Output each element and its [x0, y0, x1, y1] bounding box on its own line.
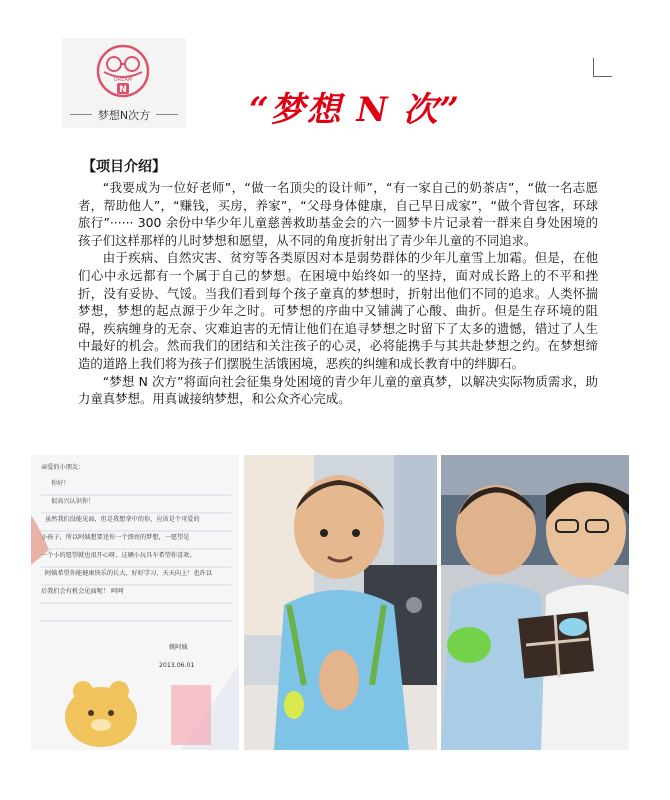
letter-greeting: 亲爱的小朋友：: [41, 464, 85, 471]
letter-line: 虽然我们没能见面，但是我想拿中的你，应该是个可爱的: [45, 516, 200, 523]
letter-date: 2013.06.01: [159, 662, 195, 669]
photo-boy: [244, 455, 437, 750]
section-heading: 【项目介绍】: [82, 159, 166, 175]
letter-line: 阿姨希望你能健康快乐的长大，好好学习，天天向上！也许以: [45, 570, 213, 577]
logo: [62, 38, 186, 128]
letter-signature: 姚阿姨: [169, 644, 188, 651]
letter-line: 你好！: [51, 480, 70, 487]
letter-line: 很高兴认识你！: [51, 498, 95, 505]
photo-letter: [31, 455, 239, 750]
paragraph-3: “梦想 N 次方”将面向社会征集身处困境的青少年儿童的童真梦，以解决实际物质需求，助力童真梦想。用真诚接纳梦想，和公众齐心完成。: [78, 373, 598, 407]
paragraph-2: 由于疾病、自然灾害、贫穷等各类原因对本是弱势群体的少年儿童雪上加霜。但是，在他们心中永远都有一个属于自己的梦想。在困境中始终如一的坚持，面对成长路上的不平和挫折，没有妥协、气馁。当我们看到每个孩子童真的梦想时，折射出他们不同的追求。人类怀揣梦想，梦想的起点源于少年之时。可梦想的序曲中又铺满了心酸、曲折。但是生存环境的阻碍，疾病缠身的无奈、灾难迫害的无情让他们在追寻梦想之时留下了太多的遗憾，错过了人生中最好的机会。然而我们的团结和关注孩子的心灵，必将能携手与其共赴梦想之约。在梦想缔造的道路上我们将为孩子们摆脱生活饿困境，恶疾的纠缠和成长教育中的绊脚石。: [78, 250, 598, 371]
dream-logo-icon: [96, 44, 150, 98]
letter-line: 小孩子，所以阿姨想要送你一个漂亮的梦想，一愿望是: [41, 534, 190, 541]
intro-body: [78, 179, 598, 408]
letter-line: 一个小的愿望就也很开心呀。这辆小玩具车希望你喜欢。: [41, 552, 196, 559]
logo-mark-word: DREAM: [113, 77, 133, 83]
logo-mark-letter: N: [119, 85, 127, 95]
logo-text: 梦想N次方: [97, 109, 151, 122]
letter-line: 后我们会有机会见面呢！ 呵呵: [41, 588, 124, 595]
paragraph-1: “我要成为一位好老师”，“做一名顶尖的设计师”，“有一家自己的奶茶店”，“做一名志愿者，帮助他人”，“赚钱，买房，养家”，“父母身体健康，自己早日成家”，“做个背包客，环球旅行”······ 300 余份中华少年儿童慈善救助基金会的六一圆梦卡片记录着一群来自身处困境的孩子们这样那样的儿时梦想和愿望，从不同的角度折射出了青少年儿童的不同追求。: [78, 180, 598, 248]
photo-boy-with-volunteer: [441, 455, 629, 750]
corner-crop-mark: [593, 58, 612, 77]
page-title: “梦想 N 次”: [249, 90, 461, 130]
